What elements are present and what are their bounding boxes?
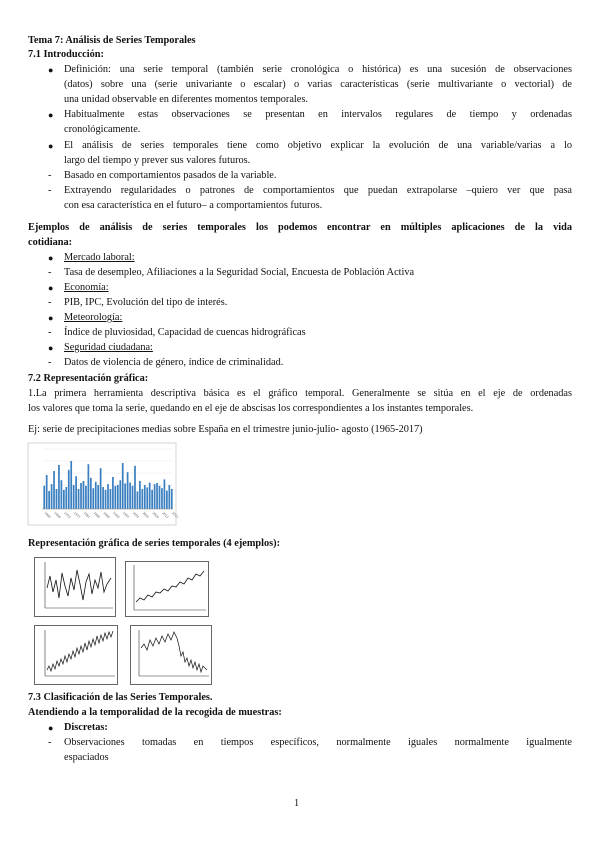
s72-paragraph-line-1: 1.La primera herramienta descriptiva básica es el gráfico temporal. Generalmente se sitúa en el eje de ordenadas: [28, 388, 572, 399]
example-detail-meteorology: Índice de pluviosidad, Capacidad de cuencas hidrográficas: [64, 327, 306, 338]
bar-2009: [151, 490, 153, 509]
x-tick-label: 1997: [122, 510, 131, 520]
example-caption: Ej: serie de precipitaciones medias sobre España en el trimestre junio-julio- agosto (1965-2017): [28, 424, 423, 435]
x-tick-label: 1989: [102, 510, 111, 520]
section-7-3-subheading: Atendiendo a la temporalidad de la recogida de muestras:: [28, 707, 282, 718]
dash-item-2-line-1: Extrayendo regularidades o patrones de comportamientos que puedan extrapolarse –quiero ver que pasa: [64, 185, 572, 196]
objective-line-2: largo del tiempo y prever sus valores futuros.: [64, 155, 251, 166]
bar-1979: [78, 489, 80, 509]
bar-2003: [137, 491, 139, 509]
precipitation-bar-chart: [28, 443, 180, 525]
bar-1977: [73, 485, 75, 509]
s72-paragraph-line-2: los valores que toma la serie, quedando en el eje de abscisas los correspondientes a los instantes temporales.: [28, 403, 474, 414]
bar-1999: [127, 472, 129, 509]
bullet-icon: ●: [48, 343, 54, 353]
section-7-3-heading: 7.3 Clasificación de las Series Temporales.: [28, 692, 213, 703]
definition-line-1: Definición: una serie temporal (también serie cronológica o histórica) es una sucesión de observaciones: [64, 64, 572, 75]
objective-line-1: El análisis de series temporales tiene como objetivo explicar la evolución de una variable/varias a lo: [64, 140, 572, 151]
bar-1983: [88, 464, 90, 509]
bar-2002: [134, 466, 136, 509]
x-tick-label: 1965: [43, 510, 52, 520]
dash-marker: -: [48, 737, 52, 748]
bullet-icon: ●: [48, 253, 54, 263]
bar-1974: [65, 487, 67, 509]
document-title: Tema 7: Análisis de Series Temporales: [28, 35, 196, 46]
bar-1971: [58, 465, 60, 509]
bar-1993: [112, 477, 114, 509]
definition-line-2: (datos) sobre una (serie univariante o escalar) o varias características (serie multivariante o vectorial) de: [64, 79, 572, 90]
bullet-icon: ●: [48, 65, 54, 75]
bullet-icon: ●: [48, 313, 54, 323]
bar-1973: [63, 490, 65, 509]
bar-2010: [154, 484, 156, 509]
bar-2016: [168, 485, 170, 509]
bar-2014: [164, 479, 166, 509]
bar-1969: [53, 471, 55, 509]
x-tick-label: 1985: [92, 510, 101, 520]
x-tick-label: 1969: [53, 510, 62, 520]
x-tick-label: 1977: [72, 510, 82, 520]
discrete-detail-line-2: espaciados: [64, 752, 109, 763]
bar-1991: [107, 484, 109, 509]
bar-1985: [92, 488, 94, 509]
x-tick-label: 2009: [151, 510, 160, 520]
bar-2001: [132, 486, 134, 509]
example-detail-security: Datos de violencia de género, índice de criminalidad.: [64, 357, 284, 368]
bar-2011: [156, 483, 158, 509]
bullet-icon: ●: [48, 141, 54, 151]
habitual-line-2: cronológicamente.: [64, 124, 141, 135]
example-label-labor: Mercado laboral:: [64, 252, 135, 263]
habitual-line-1: Habitualmente estas observaciones se presentan en intervalos regulares de tiempo y ordenadas: [64, 109, 572, 120]
bar-1972: [61, 480, 63, 509]
bar-1992: [110, 489, 112, 509]
x-tick-label: 2013: [161, 510, 170, 520]
bar-1968: [51, 484, 53, 509]
bullet-icon: ●: [48, 110, 54, 120]
examples-heading-line-2: cotidiana:: [28, 237, 73, 248]
bar-1988: [100, 468, 102, 509]
bar-1989: [102, 487, 104, 509]
bar-2012: [159, 486, 161, 509]
bar-1965: [43, 486, 45, 509]
example-plot-4-thumbnail: [130, 625, 212, 685]
example-label-security: Seguridad ciudadana:: [64, 342, 153, 353]
discrete-label: Discretas:: [64, 722, 108, 733]
example-label-economy: Economía:: [64, 282, 109, 293]
bar-1987: [97, 485, 99, 509]
bar-1994: [115, 486, 117, 509]
dash-marker: -: [48, 185, 52, 196]
example-label-meteorology: Meteorología:: [64, 312, 123, 323]
dash-marker: -: [48, 357, 52, 368]
discrete-detail-line-1: Observaciones tomadas en tiempos específicos, normalmente iguales normalmente igualmente: [64, 737, 572, 748]
bullet-icon: ●: [48, 723, 54, 733]
bar-1998: [124, 483, 126, 509]
x-tick-label: 2005: [141, 510, 150, 520]
bar-1978: [75, 476, 77, 509]
example-plot-2-thumbnail: [125, 561, 209, 617]
bar-2007: [146, 487, 148, 509]
bar-2008: [149, 483, 151, 509]
dash-marker: -: [48, 297, 52, 308]
bar-1982: [85, 486, 87, 509]
bar-1996: [119, 480, 121, 509]
bar-2006: [144, 485, 146, 509]
section-7-2-heading: 7.2 Representación gráfica:: [28, 373, 149, 384]
x-tick-label: 1981: [82, 510, 91, 520]
definition-line-3: una unidad observable en diferentes momentos temporales.: [64, 94, 308, 105]
dash-marker: -: [48, 267, 52, 278]
bar-1981: [83, 481, 85, 509]
bar-1984: [90, 478, 92, 509]
dash-item-1: Basado en comportamientos pasados de la variable.: [64, 170, 277, 181]
page-number: 1: [294, 798, 300, 809]
bar-1966: [46, 475, 48, 509]
bar-2005: [141, 489, 143, 509]
bar-1970: [56, 489, 58, 509]
bar-1997: [122, 463, 124, 509]
x-tick-label: 1993: [112, 510, 121, 520]
bar-1967: [48, 491, 50, 509]
section-7-1-heading: 7.1 Introducción:: [28, 49, 104, 60]
x-tick-label: 2001: [131, 510, 141, 520]
example-plot-1-thumbnail: [34, 557, 116, 617]
bar-1986: [95, 482, 97, 509]
example-plot-3-thumbnail: [34, 625, 118, 685]
bar-2015: [166, 491, 168, 509]
dash-marker: -: [48, 327, 52, 338]
example-detail-economy: PIB, IPC, Evolución del tipo de interés.: [64, 297, 228, 308]
bullet-icon: ●: [48, 283, 54, 293]
bar-2004: [139, 481, 141, 509]
bar-1995: [117, 485, 119, 509]
bar-2013: [161, 488, 163, 509]
bar-1990: [105, 490, 107, 509]
x-tick-label: 2017: [171, 510, 180, 520]
dash-item-2-line-2: con esa característica en el futuro– a comportamientos futuros.: [64, 200, 323, 211]
bar-1976: [70, 461, 72, 509]
representation-heading: Representación gráfica de series temporales (4 ejemplos):: [28, 538, 281, 549]
dash-marker: -: [48, 170, 52, 181]
bar-2000: [129, 483, 131, 509]
x-tick-label: 1973: [63, 510, 72, 520]
examples-heading-line-1: Ejemplos de análisis de series temporales los podemos encontrar en múltiples aplicaciones de la vida: [28, 222, 572, 233]
bar-2017: [171, 489, 173, 509]
bar-1975: [68, 470, 70, 509]
bar-1980: [80, 483, 82, 509]
example-detail-labor: Tasa de desempleo, Afiliaciones a la Seguridad Social, Encuesta de Población Activa: [64, 267, 415, 278]
